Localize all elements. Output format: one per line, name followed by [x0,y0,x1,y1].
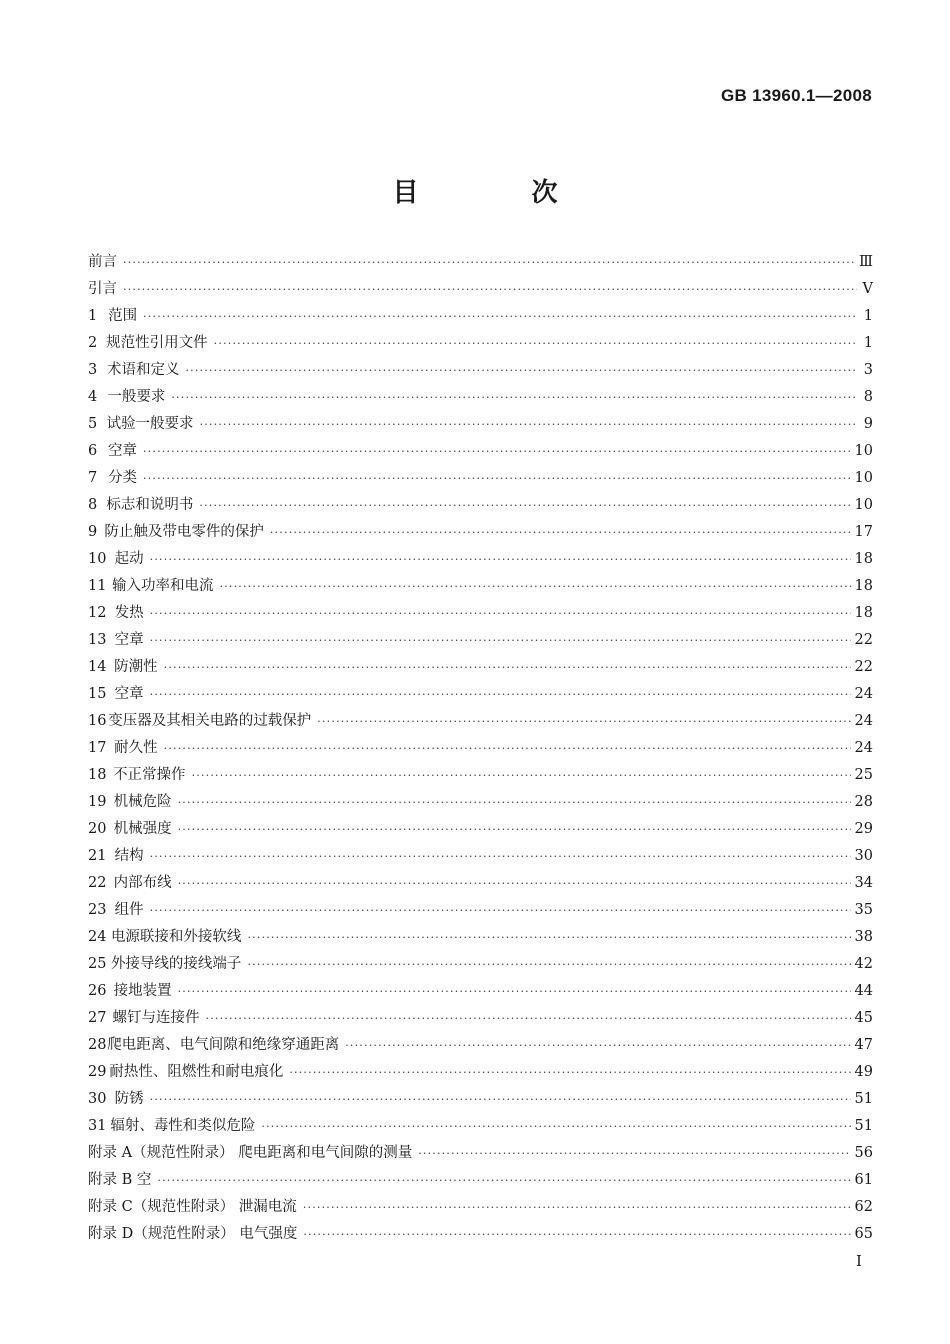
toc-entry-page: 1 [863,308,873,324]
toc-dot-leader [247,924,850,951]
toc-entry-number: 2 [88,335,98,351]
toc-entry-page: Ⅴ [862,281,873,297]
toc-entry-number: 23 [88,902,107,918]
toc-dot-leader [157,1167,850,1194]
toc-dot-leader [150,897,851,924]
toc-dot-leader [164,654,851,681]
toc-entry-title: 机械强度 [113,821,172,837]
toc-entry[interactable] [88,681,873,708]
toc-entry-page: 44 [854,983,873,999]
toc-entry-page: 10 [854,443,873,459]
toc-entry-title: 辐射、毒性和类似危险 [110,1118,256,1134]
toc-entry[interactable] [88,438,873,465]
toc-entry-title: 结构 [114,848,144,864]
toc-entry-title: 变压器及其相关电路的过载保护 [108,713,312,729]
toc-entry[interactable] [88,951,873,978]
toc-entry[interactable] [88,924,873,951]
toc-entry-title: 空章 [114,686,144,702]
toc-entry-page: 18 [854,551,873,567]
toc-dot-leader [178,870,851,897]
page-number: Ⅰ [856,1252,862,1270]
toc-entry-title: 标志和说明书 [106,497,194,513]
toc-entry-number: 17 [88,740,107,756]
toc-dot-leader [150,600,851,627]
toc-dot-leader [164,735,851,762]
standard-code: GB 13960.1—2008 [721,86,872,105]
toc-entry[interactable] [88,546,873,573]
toc-entry[interactable] [88,1113,873,1140]
toc-entry[interactable] [88,789,873,816]
toc-dot-leader [317,708,850,735]
toc-entry-number: 19 [88,794,107,810]
toc-entry-page: 24 [854,686,873,702]
toc-dot-leader [185,357,857,384]
toc-entry[interactable] [88,708,873,735]
toc-entry-number: 3 [88,362,98,378]
toc-entry[interactable] [88,1140,873,1167]
toc-dot-leader [171,384,857,411]
toc-entry-page: 65 [854,1226,873,1242]
toc-entry[interactable] [88,654,873,681]
toc-entry-page: 24 [854,713,873,729]
toc-entry-title: 组件 [114,902,144,918]
toc-entry-number: 25 [88,956,107,972]
toc-dot-leader [178,816,851,843]
toc-entry-title: 发热 [114,605,144,621]
toc-entry-page: 10 [854,497,873,513]
toc-dot-leader [178,789,851,816]
toc-entry-number: 30 [88,1091,107,1107]
toc-entry-page: 9 [863,416,873,432]
toc-dot-leader [192,762,851,789]
toc-entry[interactable] [88,1059,873,1086]
toc-entry-title: 附录 A（规范性附录） 爬电距离和电气间隙的测量 [88,1145,413,1161]
toc-entry-number: 1 [88,308,98,324]
toc-dot-leader [303,1194,851,1221]
toc-entry-number: 21 [88,848,107,864]
toc-entry-page: 17 [854,524,873,540]
toc-dot-leader [199,492,850,519]
toc-entry-page: 34 [854,875,873,891]
toc-entry-title: 空章 [107,443,137,459]
toc-entry-number: 29 [88,1064,107,1080]
toc-entry[interactable] [88,843,873,870]
toc-entry[interactable] [88,249,873,276]
toc-entry-page: 51 [854,1118,873,1134]
toc-dot-leader [150,1086,851,1113]
toc-entry-title: 耐热性、阻燃性和耐电痕化 [109,1064,284,1080]
toc-entry[interactable] [88,816,873,843]
toc-entry-number: 8 [88,497,98,513]
toc-entry-title: 范围 [108,308,138,324]
toc-entry-page: 29 [854,821,873,837]
toc-entry-title: 机械危险 [113,794,172,810]
toc-entry[interactable] [88,1167,873,1194]
toc-entry-title: 分类 [107,470,137,486]
toc-entry-title: 试验一般要求 [106,416,194,432]
toc-entry[interactable] [88,627,873,654]
toc-dot-leader [261,1113,850,1140]
toc-entry-title: 耐久性 [114,740,158,756]
toc-entry-page: 25 [854,767,873,783]
toc-dot-leader [206,1005,851,1032]
toc-entry-number: 22 [88,875,107,891]
toc-entry-number: 10 [88,551,107,567]
toc-entry-title: 附录 B 空 [88,1172,152,1188]
toc-entry-page: 28 [854,794,873,810]
toc-dot-leader [270,519,851,546]
toc-entry-title: 不正常操作 [113,767,186,783]
toc-entry[interactable] [88,762,873,789]
toc-entry-title: 防锈 [114,1091,144,1107]
toc-entry[interactable] [88,573,873,600]
toc-entry-page: 10 [854,470,873,486]
toc-entry[interactable] [88,519,873,546]
toc-entry-number: 26 [88,983,107,999]
toc-entry-page: 51 [854,1091,873,1107]
toc-entry-number: 13 [88,632,107,648]
toc-entry-title: 防止触及带电零件的保护 [104,524,264,540]
toc-entry-page: 18 [854,578,873,594]
toc-entry-number: 14 [88,659,107,675]
toc-entry[interactable] [88,276,873,303]
toc-entry-page: Ⅲ [859,254,873,270]
toc-entry[interactable] [88,492,873,519]
toc-dot-leader [303,1221,850,1248]
toc-entry-page: 22 [854,659,873,675]
toc-entry-title: 规范性引用文件 [106,335,208,351]
toc-dot-leader [178,978,851,1005]
toc-entry-title: 电源联接和外接软线 [110,929,242,945]
toc-entry-page: 1 [863,335,873,351]
toc-entry-page: 24 [854,740,873,756]
toc-entry[interactable] [88,1032,873,1059]
toc-dot-leader [418,1140,850,1167]
toc-entry-title: 附录 C（规范性附录） 泄漏电流 [88,1199,297,1215]
toc-entry[interactable] [88,384,873,411]
toc-entry-page: 30 [854,848,873,864]
toc-entry-page: 61 [854,1172,873,1188]
toc-entry-number: 18 [88,767,107,783]
toc-dot-leader [123,249,855,276]
toc-entry-number: 12 [88,605,107,621]
toc-entry-number: 16 [88,713,107,729]
toc-entry-title: 附录 D（规范性附录） 电气强度 [88,1226,298,1242]
toc-entry-number: 27 [88,1010,107,1026]
toc-entry-title: 前言 [88,254,117,270]
toc-entry[interactable] [88,735,873,762]
table-of-contents [88,249,873,1248]
toc-entry-number: 31 [88,1118,107,1134]
toc-entry[interactable] [88,303,873,330]
toc-entry-page: 18 [854,605,873,621]
toc-entry-title: 空章 [114,632,144,648]
toc-entry-title: 防潮性 [114,659,158,675]
toc-dot-leader [150,681,851,708]
toc-entry-title: 引言 [88,281,117,297]
toc-dot-leader [220,573,851,600]
toc-entry-number: 28 [88,1037,107,1053]
toc-entry-number: 11 [88,578,107,594]
toc-dot-leader [150,843,851,870]
toc-entry-title: 术语和定义 [106,362,180,378]
toc-entry-page: 35 [854,902,873,918]
toc-entry-title: 螺钉与连接件 [112,1010,200,1026]
toc-entry-number: 15 [88,686,107,702]
toc-entry[interactable] [88,330,873,357]
toc-entry-title: 内部布线 [113,875,172,891]
toc-dot-leader [247,951,850,978]
toc-entry-page: 38 [854,929,873,945]
toc-entry-page: 49 [854,1064,873,1080]
toc-entry-page: 62 [854,1199,873,1215]
toc-entry-number: 9 [88,524,98,540]
toc-dot-leader [143,465,851,492]
toc-entry-title: 输入功率和电流 [112,578,214,594]
toc-entry-number: 4 [88,389,98,405]
toc-entry[interactable] [88,411,873,438]
toc-entry-page: 56 [854,1145,873,1161]
toc-entry[interactable] [88,1194,873,1221]
toc-entry[interactable] [88,600,873,627]
toc-entry[interactable] [88,870,873,897]
toc-entry-page: 8 [863,389,873,405]
toc-entry-title: 外接导线的接线端子 [110,956,242,972]
toc-entry[interactable] [88,1221,873,1248]
toc-entry-number: 20 [88,821,107,837]
toc-entry[interactable] [88,357,873,384]
toc-entry[interactable] [88,897,873,924]
toc-dot-leader [289,1059,850,1086]
toc-dot-leader [150,627,851,654]
toc-entry[interactable] [88,465,873,492]
toc-entry[interactable] [88,1086,873,1113]
toc-entry-title: 接地装置 [113,983,172,999]
toc-dot-leader [143,438,851,465]
toc-entry-title: 一般要求 [107,389,166,405]
toc-entry-page: 45 [854,1010,873,1026]
toc-entry-title: 爬电距离、电气间隙和绝缘穿通距离 [107,1037,340,1053]
toc-entry-page: 22 [854,632,873,648]
toc-entry-number: 5 [88,416,98,432]
toc-entry[interactable] [88,978,873,1005]
toc-entry-page: 47 [854,1037,873,1053]
toc-dot-leader [150,546,851,573]
toc-dot-leader [345,1032,850,1059]
toc-dot-leader [200,411,857,438]
toc-entry-page: 42 [854,956,873,972]
toc-entry[interactable] [88,1005,873,1032]
toc-entry-number: 7 [88,470,98,486]
toc-dot-leader [214,330,857,357]
toc-entry-page: 3 [863,362,873,378]
toc-entry-title: 起动 [114,551,144,567]
toc-entry-number: 6 [88,443,98,459]
toc-entry-number: 24 [88,929,107,945]
toc-dot-leader [143,303,857,330]
toc-dot-leader [123,276,857,303]
page-title: 目 次 [392,178,610,208]
